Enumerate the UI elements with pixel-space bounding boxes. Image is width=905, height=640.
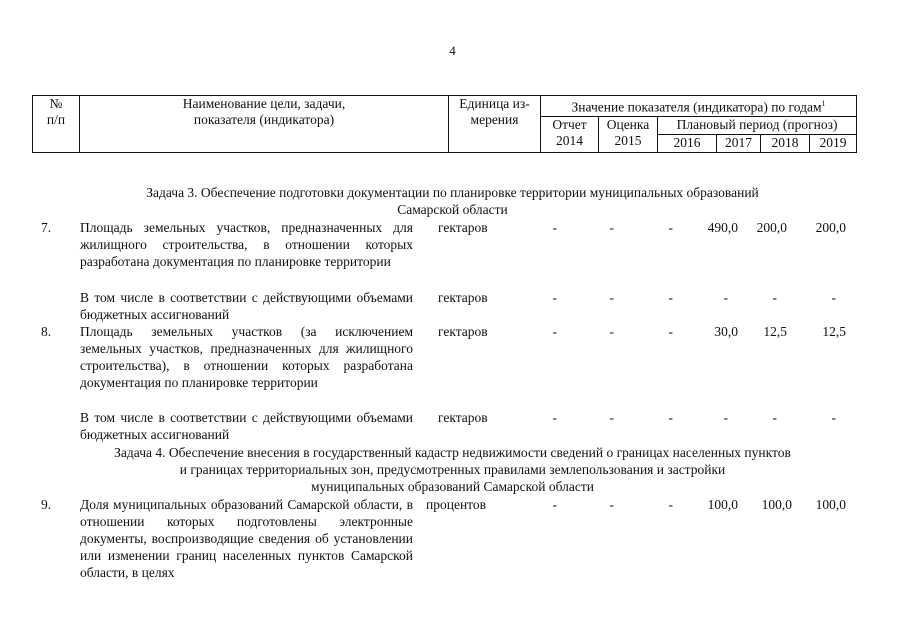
header-estimate-label: Оценка <box>606 116 650 132</box>
header-year-2018: 2018 <box>761 134 810 152</box>
row-value-2015: - <box>609 290 614 305</box>
row-value-2018: - <box>772 290 777 305</box>
row-description: Доля муниципальных образований Самарской области, в отношении которых подготовлены электронные документы, воспроизводящие сведения об установлении или изменении границ населенных пунктов Самарской области, в целях <box>80 497 413 580</box>
row-value-2017: - <box>723 290 728 305</box>
row-value-2019: 200,0 <box>815 220 846 235</box>
header-year-2017: 2017 <box>717 134 761 152</box>
task4-title-line3: муниципальных образований Самарской области <box>311 479 594 494</box>
row-value-2015: - <box>609 410 614 425</box>
header-estimate-year: 2015 <box>614 132 642 148</box>
row-value-2016: - <box>668 290 673 305</box>
row-unit: гектаров <box>438 410 488 425</box>
header-report-year: 2014 <box>556 132 583 148</box>
row-value-2014: - <box>552 290 557 305</box>
row-number: 8. <box>41 324 52 339</box>
task4-title-line1: Задача 4. Обеспечение внесения в государственный кадастр недвижимости сведений о границах населенных пунктов <box>114 445 791 460</box>
header-name-line2: показателя (индикатора) <box>193 112 335 127</box>
header-planned-label: Плановый период (прогноз) <box>658 116 857 134</box>
header-name-line1: Наименование цели, задачи, <box>182 96 346 111</box>
row-value-2018: 12,5 <box>763 324 787 339</box>
row-unit: гектаров <box>438 324 488 339</box>
row-description: Площадь земельных участков, предназначенных для жилищного строительства, в отношении которых разработана документация по планировке территории <box>80 220 413 269</box>
header-name-cell <box>80 96 449 153</box>
page-number: 4 <box>449 43 456 58</box>
header-unit-cell <box>449 96 541 153</box>
row-value-2016: - <box>668 497 673 512</box>
row-value-2018: 100,0 <box>761 497 792 512</box>
header-num-line1: № <box>49 96 63 111</box>
row-value-2014: - <box>552 324 557 339</box>
row-description: В том числе в соответствии с действующими объемами бюджетных ассигнований <box>80 410 413 442</box>
row-value-2017: 100,0 <box>707 497 738 512</box>
row-value-2015: - <box>609 324 614 339</box>
row-value-2019: 12,5 <box>822 324 846 339</box>
row-unit: гектаров <box>438 220 488 235</box>
header-values-title-cell <box>541 96 857 117</box>
header-year-2016: 2016 <box>658 134 717 152</box>
header-report-cell <box>541 116 599 152</box>
header-values-footnote: 1 <box>821 99 826 108</box>
row-value-2017: 490,0 <box>707 220 738 235</box>
header-unit-line2: мерения <box>470 112 519 127</box>
row-value-2016: - <box>668 410 673 425</box>
task3-title-line2: Самарской области <box>397 202 508 217</box>
row-unit: гектаров <box>438 290 488 305</box>
row-value-2015: - <box>609 497 614 512</box>
header-table <box>32 95 857 153</box>
row-value-2019: 100,0 <box>815 497 846 512</box>
row-value-2018: 200,0 <box>756 220 787 235</box>
row-unit: процентов <box>426 497 487 512</box>
header-year-2019: 2019 <box>810 134 857 152</box>
header-estimate-cell <box>599 116 658 152</box>
header-num-cell <box>33 96 80 153</box>
header-num-line2: п/п <box>46 112 66 127</box>
header-values-title: Значение показателя (индикатора) по годам <box>571 99 822 115</box>
row-value-2017: - <box>723 410 728 425</box>
row-value-2016: - <box>668 220 673 235</box>
row-description: В том числе в соответствии с действующими объемами бюджетных ассигнований <box>80 290 413 322</box>
row-value-2015: - <box>609 220 614 235</box>
row-value-2014: - <box>552 410 557 425</box>
task3-title-line1: Задача 3. Обеспечение подготовки документации по планировке территории муниципальных образований <box>146 185 759 200</box>
row-value-2016: - <box>668 324 673 339</box>
row-value-2014: - <box>552 220 557 235</box>
row-value-2017: 30,0 <box>714 324 738 339</box>
row-number: 7. <box>41 220 52 235</box>
task4-title-line2: и границах территориальных зон, предусмотренных правилами землепользования и застройки <box>179 462 726 477</box>
row-number: 9. <box>41 497 52 512</box>
header-unit-line1: Единица из- <box>459 96 530 111</box>
header-report-label: Отчет <box>552 116 587 132</box>
row-value-2019: - <box>831 290 836 305</box>
row-value-2019: - <box>831 410 836 425</box>
row-description: Площадь земельных участков (за исключением земельных участков, предназначенных для жилищного строительства), в отношении которых разработана документация по планировке территории <box>80 324 413 390</box>
row-value-2014: - <box>552 497 557 512</box>
row-value-2018: - <box>772 410 777 425</box>
